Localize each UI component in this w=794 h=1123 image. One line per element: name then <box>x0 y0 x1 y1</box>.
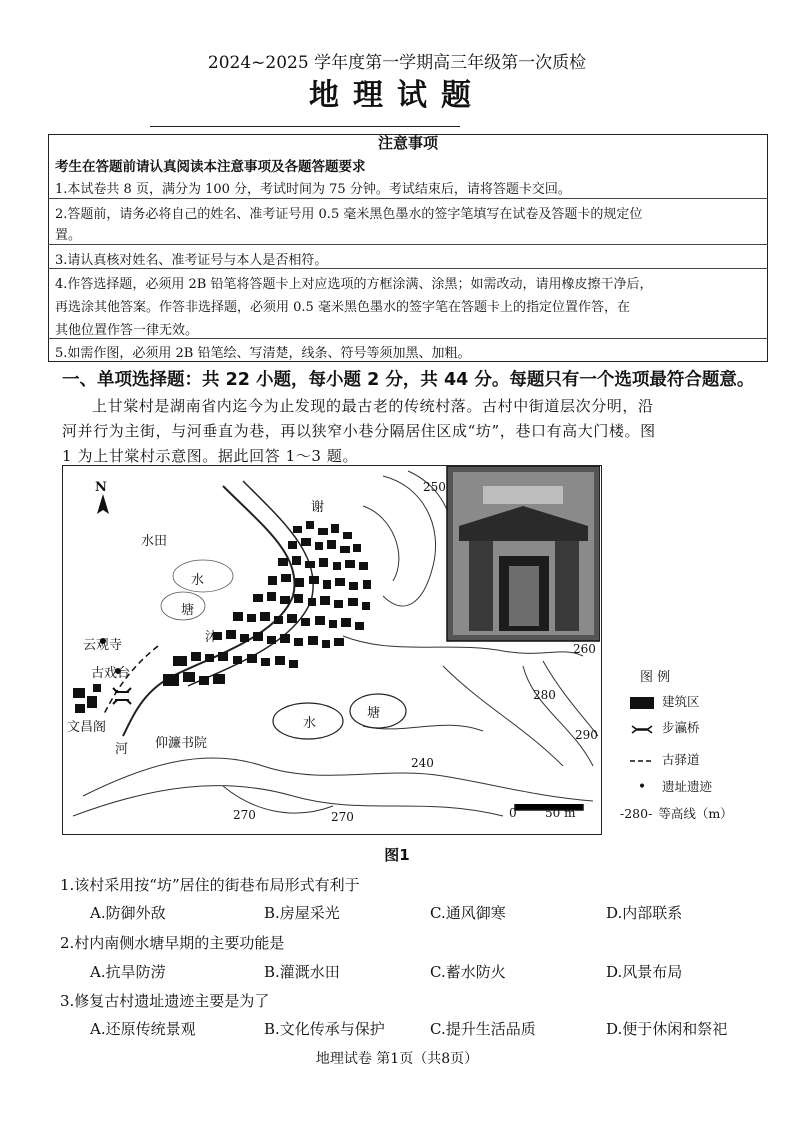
north-arrow-icon <box>97 494 109 514</box>
legend-label: 步瀛桥 <box>662 720 700 735</box>
yunguan-temple-label: 云观寺 <box>83 638 123 653</box>
notice-line: 2.答题前，请务必将自己的姓名、准考证号用 0.5 毫米黑色墨水的签字笔填写在试卷及答题卡的规定位 <box>55 207 643 222</box>
contour-label: 280 <box>533 688 556 702</box>
contour-label: 260 <box>573 642 596 656</box>
legend-item <box>620 804 733 822</box>
question-option[interactable]: B.文化传承与保护 <box>264 1020 385 1038</box>
question-option[interactable]: A.防御外敌 <box>90 904 166 922</box>
divider <box>48 268 768 269</box>
notice-heading: 注意事项 <box>377 134 438 152</box>
building-area <box>73 521 371 713</box>
village-map <box>62 465 602 835</box>
divider <box>48 244 768 245</box>
page-footer: 地理试卷 第1页（共8页） <box>315 1051 479 1067</box>
building-swatch-icon <box>630 697 654 709</box>
legend-label: 建筑区 <box>662 694 700 709</box>
passage-line: 河并行为主街，与河垂直为巷，再以狭窄小巷分隔居住区成“坊”，巷口有高大门楼。图 <box>62 422 656 440</box>
section-heading: 一、单项选择题：共 22 小题，每小题 2 分，共 44 分。每题只有一个选项最符合题意。 <box>62 370 755 390</box>
river-name-label: 谢 <box>311 500 325 515</box>
divider <box>48 198 768 199</box>
map-drawing <box>63 466 600 833</box>
question-option[interactable]: B.房屋采光 <box>264 904 340 922</box>
pond-label: 水 <box>191 573 205 588</box>
question-option[interactable]: D.内部联系 <box>606 904 683 922</box>
question-option[interactable]: C.蓄水防火 <box>430 963 506 981</box>
passage-line: 1 为上甘棠村示意图。据此回答 1～3 题。 <box>62 447 359 465</box>
question-stem: 1.该村采用按“坊”居住的街巷布局形式有利于 <box>60 876 360 894</box>
legend-title: 图 例 <box>640 670 671 685</box>
divider <box>48 338 768 339</box>
road-icon <box>630 756 654 766</box>
notice-line: 其他位置作答一律无效。 <box>55 323 199 338</box>
scale-zero-label: 0 <box>509 806 517 820</box>
legend-item <box>630 777 712 795</box>
notice-line: 再选涂其他答案。作答非选择题，必须用 0.5 毫米黑色墨水的签字笔在答题卡上的指定位置作答，在 <box>55 300 630 315</box>
notice-intro: 考生在答题前请认真阅读本注意事项及各题答题要求 <box>55 159 366 175</box>
contour-label: 290 <box>575 728 598 742</box>
notice-line: 置。 <box>55 228 82 243</box>
river-label: 河 <box>115 742 129 757</box>
bridge-icon <box>630 722 654 736</box>
scale-distance-label: 50 m <box>545 806 576 820</box>
river-line <box>123 486 295 736</box>
contour-label: 270 <box>233 808 256 822</box>
question-option[interactable]: C.提升生活品质 <box>430 1020 536 1038</box>
notice-line: 4.作答选择题，必须用 2B 铅笔将答题卡上对应选项的方框涂满、涂黑；如需改动，请用橡皮擦干净后， <box>55 277 653 292</box>
ancient-stage-label: 古戏台 <box>91 666 131 681</box>
exam-title: 2024~2025 学年度第一学期高三年级第一次质检 <box>207 53 587 73</box>
wenchang-pavilion-label: 文昌阁 <box>67 720 107 735</box>
question-option[interactable]: D.便于休闲和祭祀 <box>606 1020 728 1038</box>
contour-label: 250 <box>423 480 446 494</box>
legend-label: 古驿道 <box>662 752 700 767</box>
contour-label: 270 <box>331 810 354 824</box>
legend-item <box>630 692 700 710</box>
ancient-road <box>103 646 158 716</box>
gate-photo <box>447 466 600 641</box>
pond-label: 水 <box>303 716 317 731</box>
question-stem: 2.村内南侧水塘早期的主要功能是 <box>60 934 285 952</box>
question-stem: 3.修复古村遗址遗迹主要是为了 <box>60 992 270 1010</box>
legend-item <box>630 750 700 768</box>
notice-line: 3.请认真核对姓名、准考证号与本人是否相符。 <box>55 253 328 268</box>
figure-caption: 图1 <box>384 846 410 864</box>
question-option[interactable]: C.通风御寒 <box>430 904 506 922</box>
passage-line: 上甘棠村是湖南省内迄今为止发现的最古老的传统村落。古村中街道层次分明，沿 <box>92 397 654 415</box>
notice-line: 5.如需作图，必须用 2B 铅笔绘、写清楚，线条、符号等须加黑、加粗。 <box>55 346 471 361</box>
site-dot-icon: • <box>637 779 647 795</box>
pond-label: 塘 <box>367 706 381 721</box>
yanglian-academy-label: 仰濂书院 <box>155 736 208 751</box>
bridge-symbol <box>113 688 131 704</box>
divider <box>150 126 460 127</box>
question-option[interactable]: D.风景布局 <box>606 963 683 981</box>
river-name-label: 沐 <box>205 630 219 645</box>
legend-label: 遗址遗迹 <box>662 779 713 794</box>
question-option[interactable]: A.还原传统景观 <box>90 1020 196 1038</box>
contour-label: 240 <box>411 756 434 770</box>
north-label: N <box>95 480 107 495</box>
contour-sample: -280- <box>620 806 653 821</box>
legend-item <box>630 718 700 736</box>
legend-label: 等高线（m） <box>658 806 733 821</box>
pond-label: 塘 <box>181 603 195 618</box>
notice-line: 1.本试卷共 8 页，满分为 100 分，考试时间为 75 分钟。考试结束后，请将答题卡交回。 <box>55 182 571 197</box>
question-option[interactable]: B.灌溉水田 <box>264 963 340 981</box>
question-option[interactable]: A.抗旱防涝 <box>90 963 166 981</box>
subject-title: 地理试题 <box>309 78 485 113</box>
paddy-label: 水田 <box>141 534 168 549</box>
